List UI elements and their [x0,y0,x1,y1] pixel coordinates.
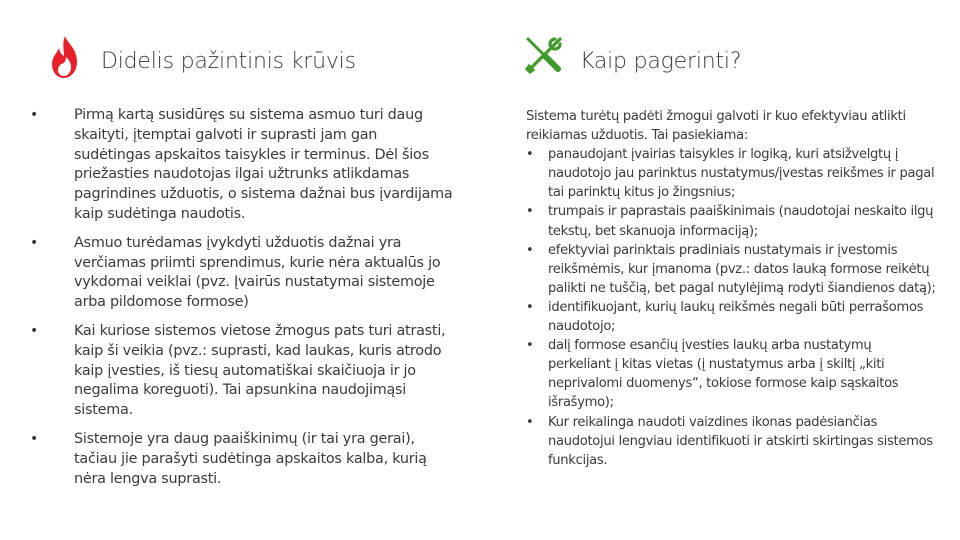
list-item-text: efektyviai parinktais pradiniais nustatymais ir įvestomis reikšmėmis, kur įmanoma (pvz.: datos lauką formose reikėtų palikti ne tuščią, bet pagal nutylėjimą rodyti šiandienos datą); [548,242,936,296]
list-item [526,413,936,470]
bullet-icon: • [30,234,39,251]
list-item [30,234,455,313]
list-item-text: Kai kuriose sistemos vietose žmogus pats turi atrasti, kaip ši veikia (pvz.: suprasti, kad laukas, kuris atrodo kaip įvesties, iš tiesų automatiškai skaičiuoja ir jo negalima koreguoti). Tai apsunkina naudojimąsi sistema. [74,322,446,419]
bullet-icon: • [30,322,39,339]
right-title: Kaip pagerinti? [580,49,742,74]
bullet-icon: • [526,338,534,354]
list-item [526,202,936,240]
list-item-text: Asmuo turėdamas įvykdyti užduotis dažnai yra verčiamas priimti sprendimus, kurie nėra aktualūs jo vykdomai veiklai (pvz. Įvairūs nustatymai sistemoje arba pildomose formose) [74,234,441,311]
list-item-text: Kur reikalinga naudoti vaizdines ikonas padėsiančias naudotojui lengviau identifikuoti ir atskirti skirtingas sistemos funkcijas. [548,414,933,468]
bullet-icon: • [526,299,534,315]
list-item [30,106,455,225]
fire-icon [48,35,82,79]
bullet-icon: • [30,107,39,123]
list-item-text: identifikuojant, kurių laukų reikšmės negali būti perrašomos naudotojo; [548,299,924,335]
bullet-icon: • [526,414,534,430]
list-item-text: dalį formose esančių įvesties laukų arba nustatymų perkeliant į kitas vietas (į nustatymus arba į skiltį „kiti neprivalomi duomenys“, tokiose formose kaip sąskaitos išrašymo); [548,338,899,411]
list-item [526,241,936,298]
right-bullet-list [526,145,936,470]
bullet-icon: • [526,242,534,258]
list-item-text: trumpais ir paprastais paaiškinimais (naudotojai neskaito ilgų tekstų, bet skanuoja informaciją); [548,204,934,239]
list-item-text: panaudojant įvairias taisykles ir logiką, kuri atsižvelgtų į naudotojo jau parinktus nustatymus/įvestas reikšmes ir pagal tai parinktų kitus jo žingsnius; [548,147,935,201]
right-intro: Sistema turėtų padėti žmogui galvoti ir kuo efektyviau atlikti reikiamas užduotis. Tai pasiekiama: [526,109,906,144]
tools-icon [524,35,564,75]
list-item [30,430,455,489]
left-bullet-list [30,106,455,498]
list-item [30,322,455,421]
bullet-icon: • [526,147,534,163]
column-divider [483,45,484,515]
list-item [526,298,936,336]
list-item [526,336,936,412]
list-item-text: Pirmą kartą susidūręs su sistema asmuo turi daug skaityti, įtemptai galvoti ir suprasti jam gan sudėtingas apskaitos taisykles ir terminus. Dėl šios priežasties naudotojas ilgai užtrunks atlikdamas pagrindines užduotis, o sistema dažnai bus įvardijama kaip sudėtinga naudotis. [74,107,453,222]
list-item-text: Sistemoje yra daug paaiškinimų (ir tai yra gerai), tačiau jie parašyti sudėtinga apskaitos kalba, kurią nėra lengva suprasti. [74,430,427,487]
bullet-icon: • [30,430,39,447]
list-item [526,145,936,202]
right-content [526,107,936,470]
bullet-icon: • [526,204,534,220]
left-title: Didelis pažintinis krūvis [101,49,356,74]
